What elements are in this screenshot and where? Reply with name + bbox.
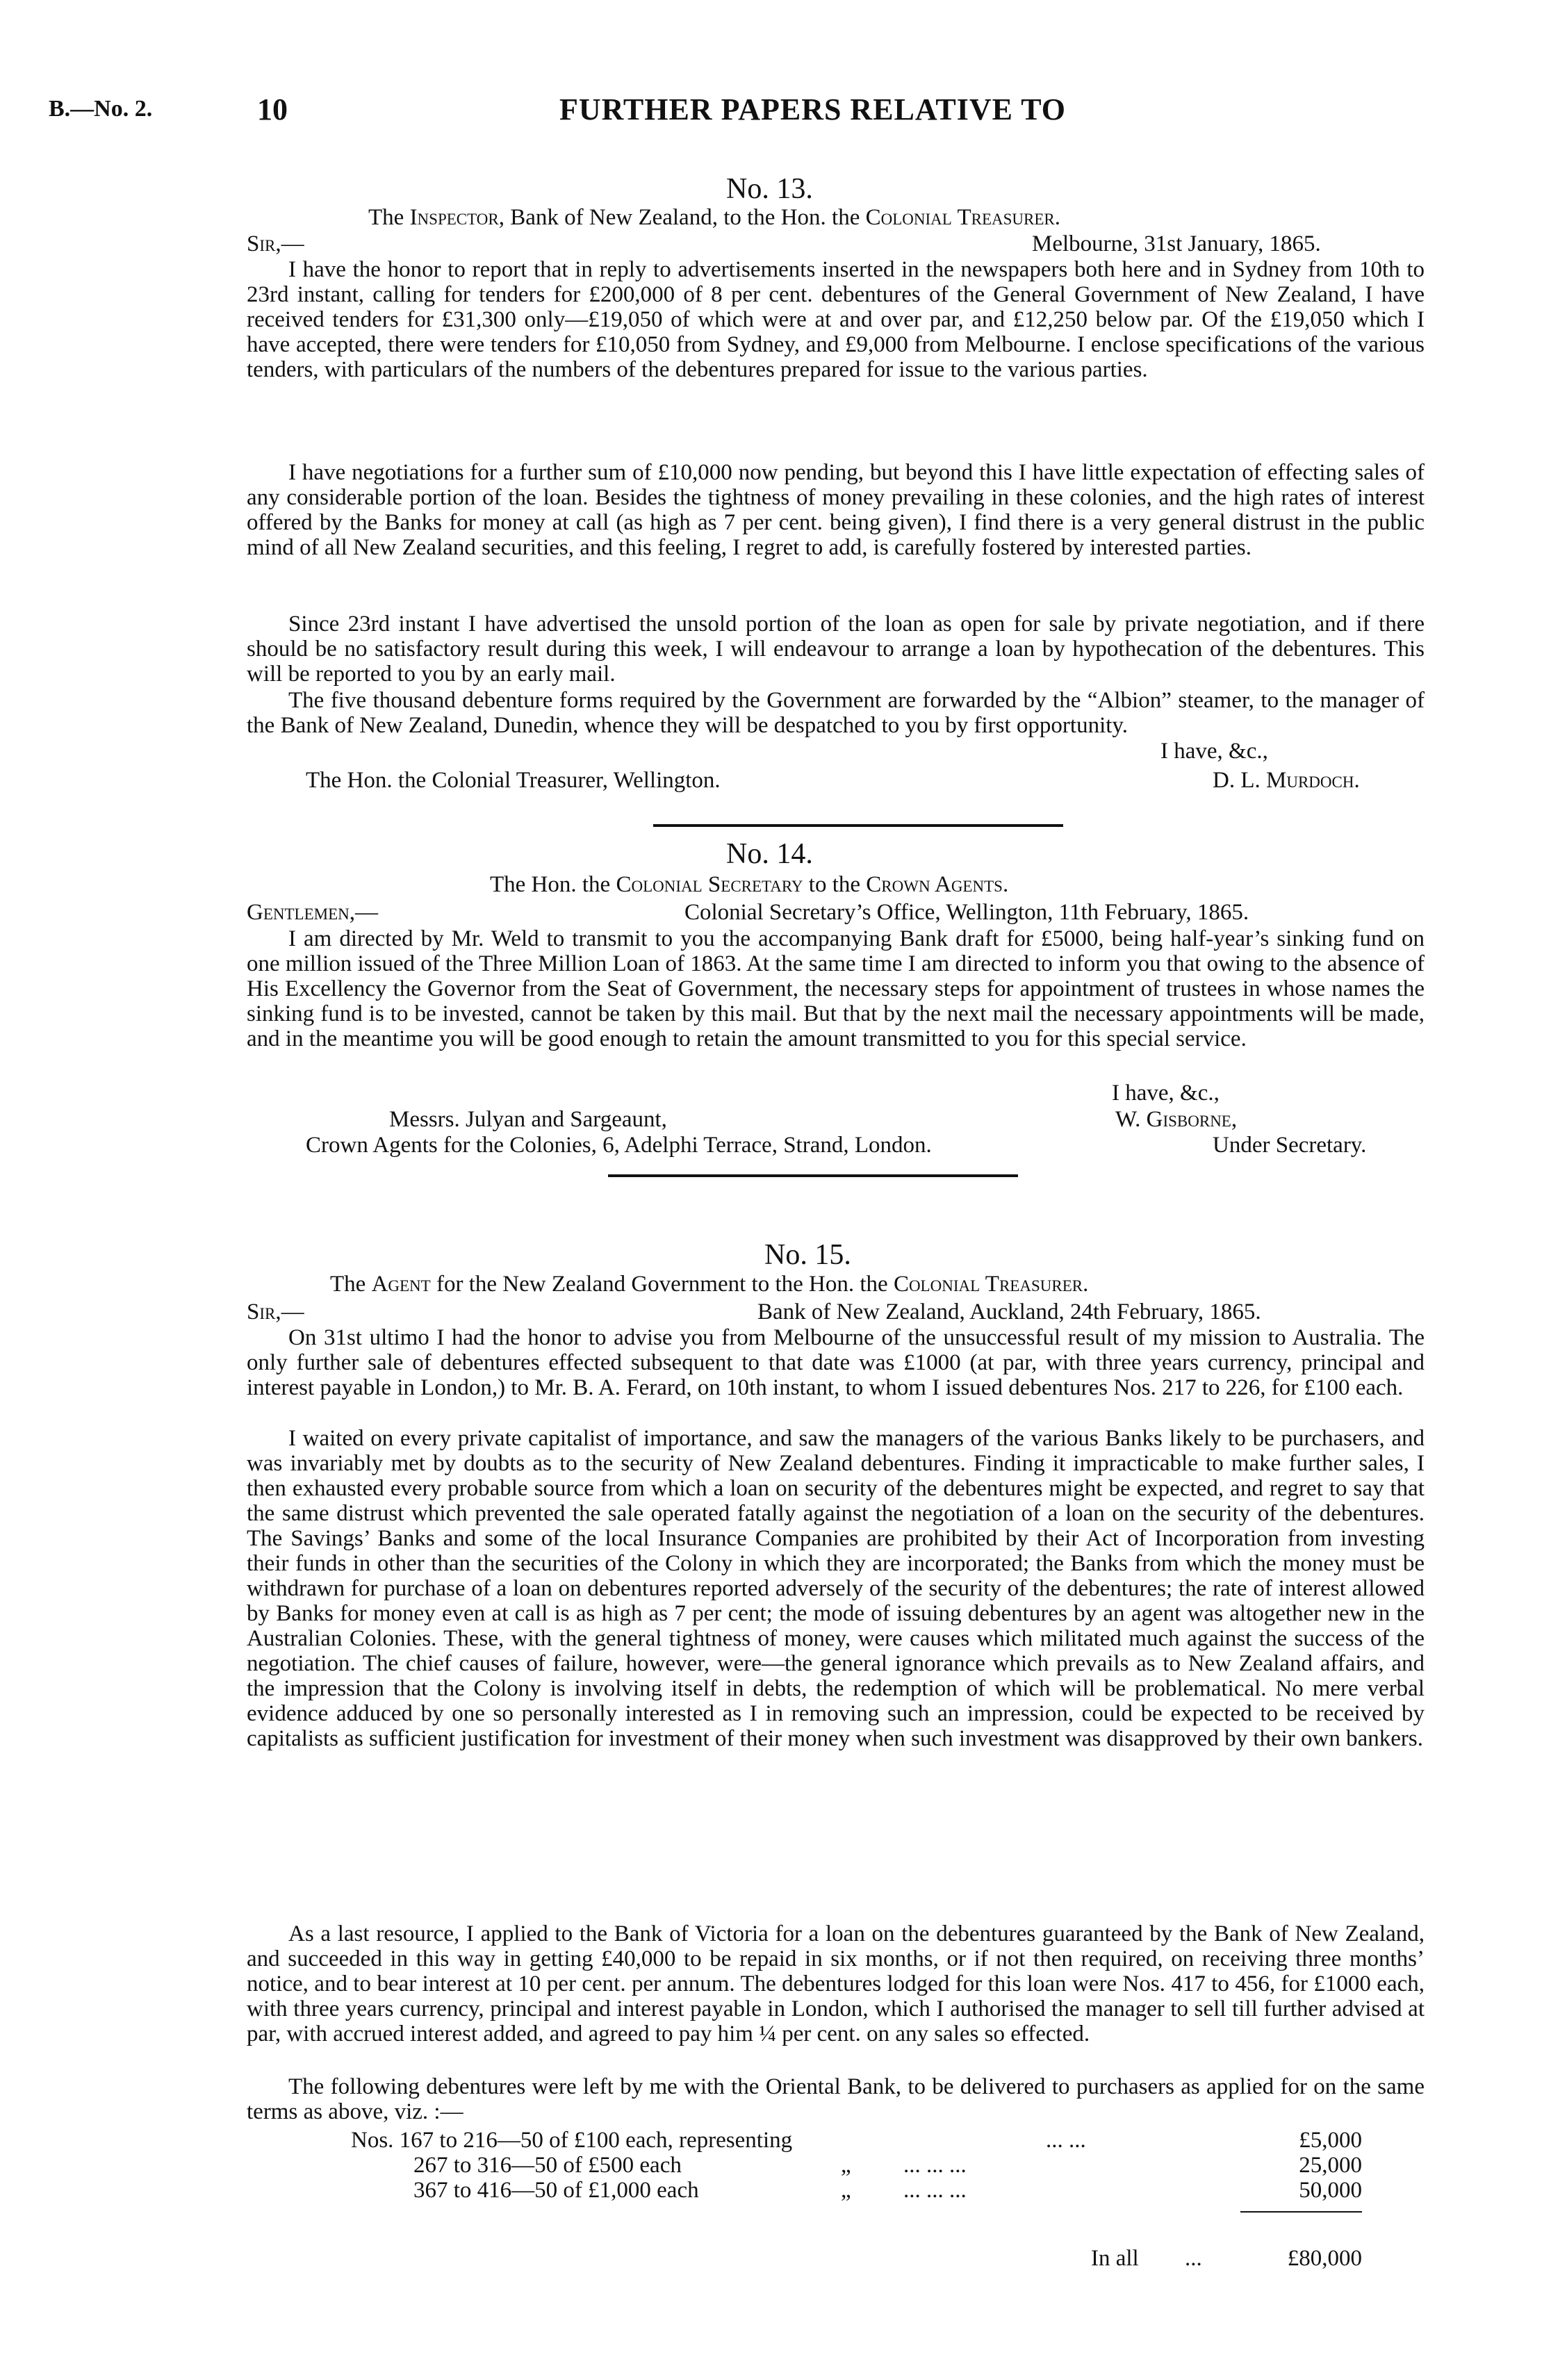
salutation: Gentlemen,— <box>247 900 378 925</box>
total-rule <box>1240 2211 1362 2213</box>
signature: D. L. Murdoch. <box>1213 768 1360 793</box>
paragraph: I have the honor to report that in reply to advertisements inserted in the newspapers both here and in Sydney from 10th to 23rd instant, calling for tenders for £200,000 of 8 per cent. debentures of the General Government of New Zealand, I have received tenders for £31,300 only—£19,050 of which were at and over par, and £12,250 below par. Of the £19,050 which I have accepted, there were tenders for £10,050 from Sydney, and £9,000 from Melbourne. I enclose specifications of the various tenders, with particulars of the numbers of the debentures prepared for issue to the various parties. <box>247 257 1425 382</box>
letter-number: No. 15. <box>764 1239 851 1271</box>
letter-heading: The Hon. the Colonial Secretary to the Crown Agents. <box>490 872 1009 897</box>
letter-number: No. 13. <box>726 173 813 205</box>
ditto-mark: „ <box>841 2153 851 2178</box>
addressee-line-1: Messrs. Julyan and Sargeaunt, <box>389 1107 667 1132</box>
letter-heading: The Agent for the New Zealand Government to the Hon. the Colonial Treasurer. <box>330 1272 1089 1297</box>
row-amount: 50,000 <box>1299 2178 1362 2203</box>
running-title: FURTHER PAPERS RELATIVE TO <box>559 92 1066 126</box>
section-divider <box>653 824 1063 827</box>
row-description: 267 to 316—50 of £500 each <box>413 2153 682 2178</box>
row-description: Nos. 167 to 216—50 of £100 each, representing <box>351 2128 793 2153</box>
place-date: Colonial Secretary’s Office, Wellington, 11th February, 1865. <box>684 900 1249 925</box>
letter-number: No. 14. <box>726 838 813 870</box>
paragraph: As a last resource, I applied to the Bank of Victoria for a loan on the debentures guaranteed by the Bank of New Zealand, and succeeded in this way in getting £40,000 to be repaid in six months, or if not then required, on receiving three months’ notice, and to bear interest at 10 per cent. per annum. The debentures lodged for this loan were Nos. 417 to 456, for £1000 each, with three years currency, principal and interest payable in London, which I authorised the manager to sell till further advised at par, with accrued interest added, and agreed to pay him ¼ per cent. on any sales so effected. <box>247 1921 1425 2046</box>
total-amount: £80,000 <box>1287 2246 1362 2271</box>
salutation: Sir,— <box>247 1299 304 1324</box>
document-reference: B.—No. 2. <box>49 96 153 122</box>
paragraph: I waited on every private capitalist of importance, and saw the managers of the various Banks likely to be purchasers, and was invariably met by doubts as to the security of New Zealand debentures. Finding it impracticable to make further sales, I then exhausted every probable source from which a loan on security of the debentures might be expected, and regret to say that the same distrust which prevented the sale operated fatally against the negotiation of a loan on the security of the debentures. The Savings’ Banks and some of the local Insurance Companies are prohibited by their Act of Incorporation from investing their funds in other than the securities of the Colony in which they are incorporated; the Banks from which the money must be withdrawn for purchase of a loan on debentures reported adversely of the security of the debentures; the rate of interest allowed by Banks for money even at call is as high as 7 per cent; the mode of issuing debentures by an agent was altogether new in the Australian Colonies. These, with the general tightness of money, were causes which militated much against the success of the negotiation. The chief causes of failure, however, were—the general ignorance which prevails as to New Zealand affairs, and the impression that the Colony is involving itself in debts, the redemption of which will be problematical. No mere verbal evidence adduced by one so personally interested as I in removing such an impression, could be expected to be received by capitalists as sufficient justification for investment of their money when such investment was disapproved by their own bankers. <box>247 1426 1425 1751</box>
row-amount: £5,000 <box>1299 2128 1362 2153</box>
place-date: Melbourne, 31st January, 1865. <box>1032 231 1321 256</box>
page-number: 10 <box>257 92 288 126</box>
paragraph: I have negotiations for a further sum of £10,000 now pending, but beyond this I have little expectation of effecting sales of any considerable portion of the loan. Besides the tightness of money prevailing in these colonies, and the high rates of interest offered by the Banks for money at call (as high as 7 per cent. being given), I find there is a very general distrust in the public mind of all New Zealand securities, and this feeling, I regret to add, is carefully fostered by interested parties. <box>247 460 1425 560</box>
addressee-line-2: Crown Agents for the Colonies, 6, Adelphi Terrace, Strand, London. <box>306 1133 932 1158</box>
letter-heading: The Inspector, Bank of New Zealand, to the Hon. the Colonial Treasurer. <box>368 205 1060 230</box>
closing: I have, &c., <box>1112 1081 1220 1106</box>
row-amount: 25,000 <box>1299 2153 1362 2178</box>
section-divider <box>608 1174 1018 1177</box>
paragraph: The following debentures were left by me with the Oriental Bank, to be delivered to purchasers as applied for on the same terms as above, viz. :— <box>247 2074 1425 2124</box>
ditto-mark: „ <box>841 2178 851 2203</box>
signature: W. Gisborne, <box>1115 1107 1238 1132</box>
place-date: Bank of New Zealand, Auckland, 24th February, 1865. <box>757 1299 1261 1324</box>
closing: I have, &c., <box>1160 739 1268 764</box>
salutation: Sir,— <box>247 231 304 256</box>
paragraph: Since 23rd instant I have advertised the unsold portion of the loan as open for sale by private negotiation, and if there should be no satisfactory result during this week, I will endeavour to arrange a loan by hypothecation of the debentures. This will be reported to you by an early mail. <box>247 612 1425 687</box>
leader-dots: ... ... <box>1046 2128 1086 2153</box>
signature-title: Under Secretary. <box>1213 1133 1367 1158</box>
leader-dots: ... ... ... <box>903 2178 967 2203</box>
row-description: 367 to 416—50 of £1,000 each <box>413 2178 699 2203</box>
addressee: The Hon. the Colonial Treasurer, Wellington. <box>306 768 721 793</box>
paragraph: On 31st ultimo I had the honor to advise you from Melbourne of the unsuccessful result of my mission to Australia. The only further sale of debentures effected subsequent to that date was £1000 (at par, with three years currency, principal and interest payable in London,) to Mr. B. A. Ferard, on 10th instant, to whom I issued debentures Nos. 217 to 226, for £100 each. <box>247 1325 1425 1400</box>
paragraph: The five thousand debenture forms required by the Government are forwarded by the “Albion” steamer, to the manager of the Bank of New Zealand, Dunedin, whence they will be despatched to you by first opportunity. <box>247 688 1425 738</box>
leader-dots: ... ... ... <box>903 2153 967 2178</box>
paragraph: I am directed by Mr. Weld to transmit to you the accompanying Bank draft for £5000, being half-year’s sinking fund on one million issued of the Three Million Loan of 1863. At the same time I am directed to inform you that owing to the absence of His Excellency the Governor from the Seat of Government, the necessary steps for appointment of trustees in whose names the sinking fund is to be invested, cannot be taken by this mail. But that by the next mail the necessary appointments will be made, and in the meantime you will be good enough to retain the amount transmitted to you for this special service. <box>247 926 1425 1051</box>
leader-dots: ... <box>1185 2246 1202 2271</box>
total-label: In all <box>1091 2246 1139 2271</box>
